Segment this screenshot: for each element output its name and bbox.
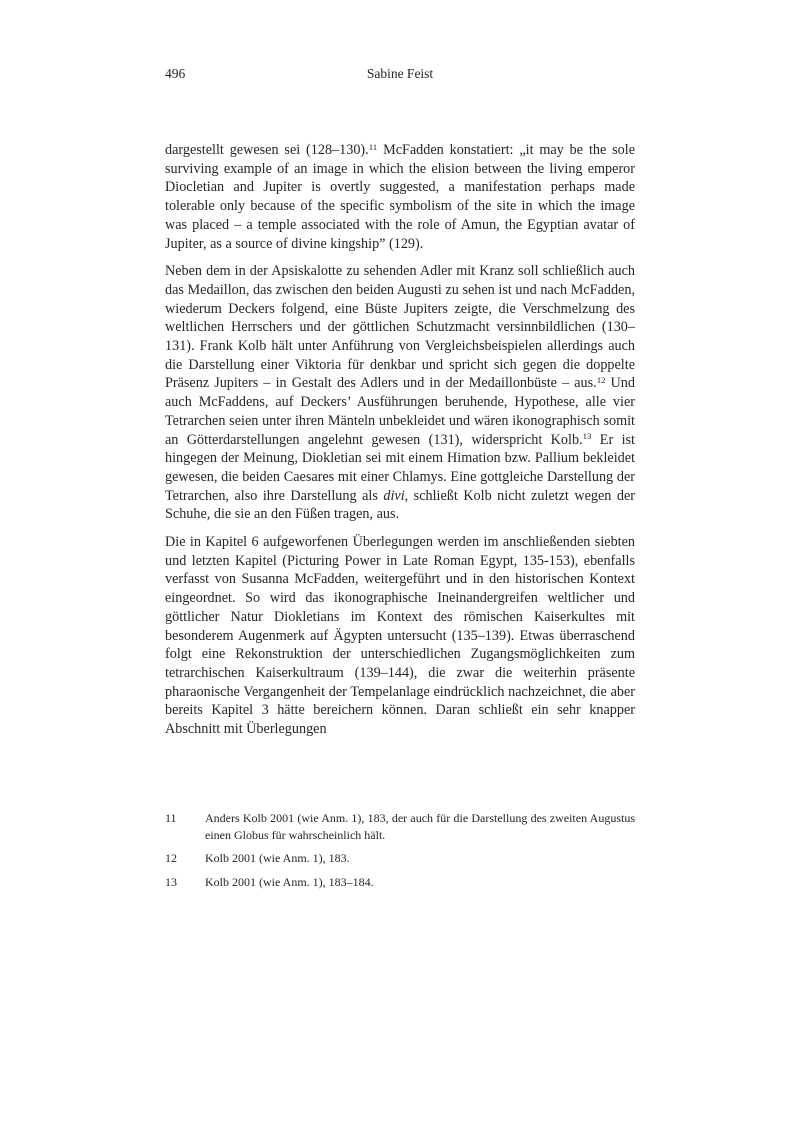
footnote-text: Kolb 2001 (wie Anm. 1), 183.: [205, 851, 350, 866]
paragraph-2: [165, 262, 635, 524]
text-run: dargestellt gewesen sei (128–130).: [165, 142, 369, 158]
text-run: Er ist hingegen der Meinung, Diokletian sei mit einem Himation bzw. Pallium bekleidet gewesen, die beiden Caesares mit einer Chlamys. Eine gottgleiche Darstellung der Tetrarchen, also ihre Darstellung als: [165, 431, 635, 504]
page-number: 496: [165, 66, 186, 81]
footnote-ref: 12: [596, 375, 606, 386]
text-run: Neben dem in der Apsiskalotte zu sehenden Adler mit Kranz soll schließlich auch das Medaillon, das zwischen den beiden Augusti zu sehen ist und nach McFadden, wiederum Deckers folgend, eine Büste Jupiters zeigte, die Verschmelzung des weltlichen Herrschers und der göttlichen Schutzmacht versinnbildlichen (130–131). Frank Kolb hält unter Anführung von Vergleichsbeispielen allerdings auch die Darstellung einer Viktoria für denkbar und spricht sich gegen die doppelte Präsenz Jupiters – in Gestalt des Adlers und in der Medaillonbüste – aus.: [165, 263, 635, 392]
italic-term: divi: [383, 487, 405, 504]
footnotes: [165, 810, 635, 897]
footnote-text: Kolb 2001 (wie Anm. 1), 183–184.: [205, 874, 374, 889]
footnote-ref: 13: [582, 431, 592, 442]
running-header-author: Sabine Feist: [366, 66, 434, 81]
paragraph-1: [165, 141, 635, 253]
body-text: [165, 141, 635, 739]
footnote-13: [165, 874, 635, 891]
text-run: Die in Kapitel 6 aufgeworfenen Überlegungen werden im anschließenden siebten und letzten Kapitel (Picturing Power in Late Roman Egypt, 135-153), ebenfalls verfasst von Susanna McFadden, weitergeführt und in den historischen Kontext eingeordnet. So wird das ikonographische Ineinandergreifen weltlicher und göttlicher Natur Diokletians im Kontext des römischen Kaiserkultes mit besonderem Augenmerk auf Ägypten untersucht (135–139). Etwas überraschend folgt eine Rekonstruktion der unterschiedlichen Zugangsmöglichkeiten zum tetrarchischen Kaiserkultraum (139–144), die zwar die weiterhin präsente pharaonische Vergangenheit der Tempelanlage eindrücklich nachzeichnet, die aber bereits Kapitel 3 hätte bereichern können. Daran schließt ein sehr knapper Abschnitt mit Überlegungen: [165, 534, 635, 738]
text-run: McFadden konstatiert: „it may be the sole surviving example of an image in which the elision between the living emperor Diocletian and Jupiter is overtly suggested, a manifestation perhaps made tolerable only because of the specific symbolism of the site in which the image was placed – a temple associated with the role of Amun, the Egyptian avatar of Jupiter, as a source of divine kingship” (129).: [165, 142, 635, 252]
footnote-11: [165, 810, 635, 843]
footnote-text: Anders Kolb 2001 (wie Anm. 1), 183, der auch für die Darstellung des zweiten Augustus einen Globus für wahrscheinlich hält.: [205, 811, 635, 842]
text-run: , schließt Kolb nicht zuletzt wegen der Schuhe, die sie an den Füßen tragen, aus.: [165, 487, 636, 523]
footnote-ref: 11: [368, 141, 378, 152]
running-header: [165, 66, 635, 82]
paragraph-3: [165, 533, 635, 739]
footnote-12: [165, 850, 635, 867]
text-run: Und auch McFaddens, auf Deckers’ Ausführungen beruhende, Hypothese, alle vier Tetrarchen seien unter ihren Mänteln unbekleidet und wären ikonographisch somit an Götterdarstellungen angelehnt gewesen (131), widerspricht Kolb.: [165, 375, 635, 448]
footnote-number: 11: [165, 811, 177, 825]
footnote-number: 12: [165, 851, 177, 866]
footnote-number: 13: [165, 874, 177, 889]
